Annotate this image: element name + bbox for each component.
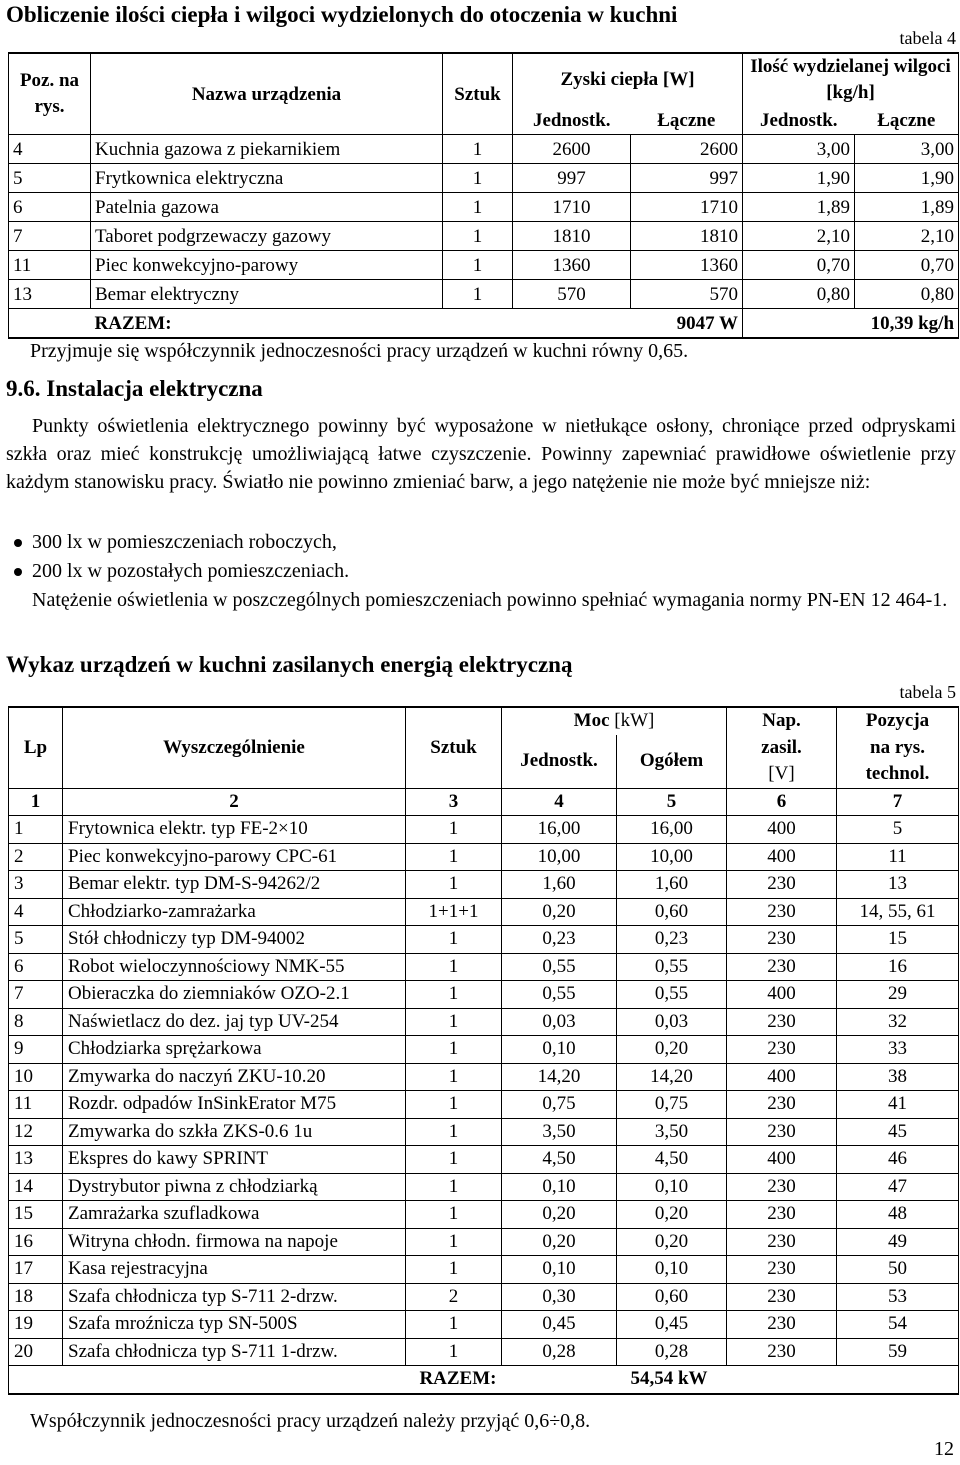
- cell-pos: 13: [837, 871, 959, 899]
- cell-lp: 13: [9, 1146, 63, 1174]
- cell-volt: 400: [727, 1146, 837, 1174]
- cell-hu: 1810: [513, 222, 631, 251]
- cell-name: Naświetlacz do dez. jaj typ UV-254: [63, 1008, 406, 1036]
- table5-label: tabela 5: [899, 682, 956, 702]
- header-power-unit: [kW]: [614, 710, 655, 732]
- cell-lp: 16: [9, 1228, 63, 1256]
- t4-total-moisture: 10,39 kg/h: [743, 309, 959, 339]
- cell-total: 0,55: [617, 953, 727, 981]
- t5-total-empty: [9, 1366, 63, 1394]
- cell-unit: 0,23: [502, 926, 617, 954]
- note-simultaneity-devices: Współczynnik jednoczesności pracy urządzeń należy przyjąć 0,6÷0,8.: [30, 1410, 591, 1432]
- cell-volt: 230: [727, 1091, 837, 1119]
- cell-unit: 0,55: [502, 953, 617, 981]
- cell-lp: 20: [9, 1338, 63, 1366]
- cell-total: 3,50: [617, 1118, 727, 1146]
- header-name: Nazwa urządzenia: [91, 53, 443, 135]
- cell-qty: 1: [406, 1091, 502, 1119]
- cell-name: Stół chłodniczy typ DM-94002: [63, 926, 406, 954]
- cell-qty: 1: [406, 1008, 502, 1036]
- header-spec: Wyszczególnienie: [63, 707, 406, 788]
- note-simultaneity-kitchen: Przyjmuje się współczynnik jednoczesności pracy urządzeń w kuchni równy 0,65.: [30, 340, 689, 362]
- cell-total: 0,10: [617, 1173, 727, 1201]
- cell-total: 0,20: [617, 1228, 727, 1256]
- cell-total: 0,45: [617, 1311, 727, 1339]
- cell-unit: 0,20: [502, 1228, 617, 1256]
- cell-total: 0,28: [617, 1338, 727, 1366]
- cell-qty: 2: [406, 1283, 502, 1311]
- cell-name: Zmywarka do naczyń ZKU-10.20: [63, 1063, 406, 1091]
- cell-name: Rozdr. odpadów InSinkErator M75: [63, 1091, 406, 1119]
- cell-qty: 1: [406, 1036, 502, 1064]
- cell-unit: 0,20: [502, 1201, 617, 1229]
- cell-unit: 0,10: [502, 1256, 617, 1284]
- cell-qty: 1: [406, 843, 502, 871]
- cell-name: Bemar elektr. typ DM-S-94262/2: [63, 871, 406, 899]
- cell-lp: 11: [9, 1091, 63, 1119]
- header-power-label: Moc: [573, 710, 610, 732]
- cell-ht: 997: [631, 164, 743, 193]
- table-row: [9, 1146, 959, 1174]
- t4-total-heat: 9047 W: [631, 309, 743, 339]
- cell-unit: 0,10: [502, 1036, 617, 1064]
- cell-name: Szafa chłodnicza typ S-711 2-drzw.: [63, 1283, 406, 1311]
- column-number: 5: [617, 788, 727, 816]
- cell-qty: 1: [406, 1228, 502, 1256]
- table-row: [9, 1311, 959, 1339]
- column-number: 2: [63, 788, 406, 816]
- cell-unit: 1,60: [502, 871, 617, 899]
- cell-lp: 15: [9, 1201, 63, 1229]
- header-position-b: na rys.: [837, 735, 959, 762]
- cell-qty: 1: [406, 1311, 502, 1339]
- cell-total: 0,60: [617, 1283, 727, 1311]
- header-unit: Jednostk.: [502, 735, 617, 789]
- cell-qty: 1: [406, 1146, 502, 1174]
- cell-name: Patelnia gazowa: [91, 193, 443, 222]
- cell-mu: 3,00: [743, 135, 855, 164]
- header-qty: Sztuk: [406, 707, 502, 788]
- section-title: 9.6. Instalacja elektryczna: [6, 376, 263, 401]
- header-position-a: Pozycja: [837, 707, 959, 735]
- table-row: [9, 1063, 959, 1091]
- header-moist-total: Łączne: [855, 106, 959, 135]
- cell-pos: 45: [837, 1118, 959, 1146]
- table-row: [9, 1201, 959, 1229]
- cell-mu: 2,10: [743, 222, 855, 251]
- cell-volt: 230: [727, 1008, 837, 1036]
- cell-ht: 1710: [631, 193, 743, 222]
- cell-volt: 400: [727, 816, 837, 844]
- header-voltage-c: [727, 761, 837, 788]
- header-heat: Zyski ciepła [W]: [513, 53, 743, 106]
- table-row: [9, 135, 959, 164]
- cell-poz: 4: [9, 135, 91, 164]
- header-qty: Sztuk: [443, 53, 513, 135]
- table-row: [9, 871, 959, 899]
- section-paragraph-2: [6, 586, 956, 614]
- cell-lp: 18: [9, 1283, 63, 1311]
- table-row: [9, 1008, 959, 1036]
- cell-pos: 48: [837, 1201, 959, 1229]
- cell-hu: 1710: [513, 193, 631, 222]
- cell-name: Piec konwekcyjno-parowy: [91, 251, 443, 280]
- cell-pos: 33: [837, 1036, 959, 1064]
- cell-unit: 0,03: [502, 1008, 617, 1036]
- cell-total: 0,75: [617, 1091, 727, 1119]
- cell-total: 0,03: [617, 1008, 727, 1036]
- cell-unit: 16,00: [502, 816, 617, 844]
- cell-qty: 1: [406, 981, 502, 1009]
- cell-mt: 2,10: [855, 222, 959, 251]
- cell-name: Bemar elektryczny: [91, 280, 443, 309]
- cell-total: 4,50: [617, 1146, 727, 1174]
- cell-total: 0,60: [617, 898, 727, 926]
- cell-qty: 1: [406, 1201, 502, 1229]
- cell-poz: 13: [9, 280, 91, 309]
- cell-qty: 1: [406, 1063, 502, 1091]
- cell-total: 1,60: [617, 871, 727, 899]
- cell-volt: 230: [727, 898, 837, 926]
- heat-moisture-table: [8, 52, 959, 339]
- paragraph-text: Punkty oświetlenia elektrycznego powinny być wyposażone w nietłukące osłony, chroniące przed odpryskami szkła oraz mieć konstrukcję umożliwiającą łatwe czyszczenie. Powinny zapewniać prawidłowe oświetlenie przy każdym stanowisku pracy. Światło nie powinno zmieniać barw, a jego natężenie nie może być mniejsze niż:: [6, 415, 956, 493]
- cell-mu: 1,89: [743, 193, 855, 222]
- electrical-devices-table: [8, 706, 959, 1395]
- cell-total: 10,00: [617, 843, 727, 871]
- cell-ht: 1360: [631, 251, 743, 280]
- cell-qty: 1: [406, 926, 502, 954]
- cell-qty: 1: [443, 193, 513, 222]
- cell-name: Kuchnia gazowa z piekarnikiem: [91, 135, 443, 164]
- table-row: [9, 843, 959, 871]
- cell-volt: 230: [727, 1173, 837, 1201]
- cell-total: 0,10: [617, 1256, 727, 1284]
- cell-pos: 59: [837, 1338, 959, 1366]
- cell-mt: 0,80: [855, 280, 959, 309]
- cell-unit: 0,10: [502, 1173, 617, 1201]
- header-lp: Lp: [9, 707, 63, 788]
- table-row: [9, 1036, 959, 1064]
- cell-unit: 3,50: [502, 1118, 617, 1146]
- column-number: 1: [9, 788, 63, 816]
- cell-qty: 1: [443, 251, 513, 280]
- cell-volt: 230: [727, 871, 837, 899]
- bullet-icon: [14, 539, 22, 547]
- cell-total: 0,23: [617, 926, 727, 954]
- cell-lp: 17: [9, 1256, 63, 1284]
- cell-name: Ekspres do kawy SPRINT: [63, 1146, 406, 1174]
- table-row: [9, 1228, 959, 1256]
- cell-lp: 10: [9, 1063, 63, 1091]
- cell-pos: 46: [837, 1146, 959, 1174]
- cell-lp: 6: [9, 953, 63, 981]
- table-row: [9, 251, 959, 280]
- section-paragraph-1: [6, 412, 956, 496]
- paragraph-text: Natężenie oświetlenia w poszczególnych pomieszczeniach powinno spełniać wymagania normy PN-EN 12 464-1.: [32, 589, 948, 611]
- t4-total-empty: [9, 309, 91, 339]
- cell-pos: 49: [837, 1228, 959, 1256]
- cell-qty: 1: [443, 164, 513, 193]
- cell-mt: 3,00: [855, 135, 959, 164]
- cell-mu: 1,90: [743, 164, 855, 193]
- cell-lp: 14: [9, 1173, 63, 1201]
- cell-pos: 41: [837, 1091, 959, 1119]
- cell-unit: 14,20: [502, 1063, 617, 1091]
- cell-name: Chłodziarko-zamrażarka: [63, 898, 406, 926]
- cell-name: Piec konwekcyjno-parowy CPC-61: [63, 843, 406, 871]
- bullet-text: 200 lx w pozostałych pomieszczeniach.: [32, 560, 350, 582]
- cell-mu: 0,70: [743, 251, 855, 280]
- cell-qty: 1+1+1: [406, 898, 502, 926]
- table-row: [9, 953, 959, 981]
- cell-name: Robot wieloczynnościowy NMK-55: [63, 953, 406, 981]
- cell-pos: 47: [837, 1173, 959, 1201]
- header-voltage-a: Nap.: [727, 707, 837, 735]
- cell-name: Szafa chłodnicza typ S-711 1-drzw.: [63, 1338, 406, 1366]
- header-heat-unit: Jednostk.: [513, 106, 631, 135]
- header-voltage-b: zasil.: [727, 735, 837, 762]
- cell-volt: 400: [727, 981, 837, 1009]
- cell-qty: 1: [406, 1338, 502, 1366]
- cell-qty: 1: [443, 222, 513, 251]
- heading-electrical-devices: Wykaz urządzeń w kuchni zasilanych energią elektryczną: [6, 652, 573, 677]
- cell-volt: 230: [727, 1283, 837, 1311]
- table-row: [9, 164, 959, 193]
- table-row: [9, 1091, 959, 1119]
- cell-name: Szafa mroźnicza typ SN-500S: [63, 1311, 406, 1339]
- cell-volt: 230: [727, 1311, 837, 1339]
- cell-lp: 2: [9, 843, 63, 871]
- cell-total: 0,20: [617, 1036, 727, 1064]
- table-row: [9, 222, 959, 251]
- cell-ht: 2600: [631, 135, 743, 164]
- cell-unit: 4,50: [502, 1146, 617, 1174]
- heading-heat-moisture: Obliczenie ilości ciepła i wilgoci wydzielonych do otoczenia w kuchni: [6, 2, 678, 27]
- cell-volt: 230: [727, 1036, 837, 1064]
- cell-mt: 1,90: [855, 164, 959, 193]
- cell-name: Witryna chłodn. firmowa na napoje: [63, 1228, 406, 1256]
- cell-name: Chłodziarka sprężarkowa: [63, 1036, 406, 1064]
- cell-volt: 230: [727, 1118, 837, 1146]
- cell-volt: 230: [727, 1201, 837, 1229]
- cell-qty: 1: [406, 816, 502, 844]
- header-moist-unit: Jednostk.: [743, 106, 855, 135]
- cell-qty: 1: [406, 1118, 502, 1146]
- cell-ht: 1810: [631, 222, 743, 251]
- cell-pos: 38: [837, 1063, 959, 1091]
- cell-qty: 1: [443, 280, 513, 309]
- cell-name: Dystrybutor piwna z chłodziarką: [63, 1173, 406, 1201]
- table-row: [9, 1118, 959, 1146]
- column-number: 4: [502, 788, 617, 816]
- table-row: [9, 1283, 959, 1311]
- cell-name: Frytkownica elektryczna: [91, 164, 443, 193]
- t5-total-value: 54,54 kW: [502, 1366, 837, 1394]
- cell-name: Frytownica elektr. typ FE-2×10: [63, 816, 406, 844]
- header-poz: Poz. na rys.: [9, 53, 91, 135]
- cell-lp: 8: [9, 1008, 63, 1036]
- cell-pos: 54: [837, 1311, 959, 1339]
- cell-poz: 6: [9, 193, 91, 222]
- column-number: 3: [406, 788, 502, 816]
- cell-qty: 1: [406, 871, 502, 899]
- cell-pos: 15: [837, 926, 959, 954]
- cell-qty: 1: [406, 1256, 502, 1284]
- cell-unit: 0,28: [502, 1338, 617, 1366]
- cell-volt: 230: [727, 1256, 837, 1284]
- cell-hu: 997: [513, 164, 631, 193]
- cell-unit: 0,45: [502, 1311, 617, 1339]
- t5-total-empty-2: [837, 1366, 959, 1394]
- cell-qty: 1: [406, 1173, 502, 1201]
- cell-volt: 400: [727, 843, 837, 871]
- header-moisture: Ilość wydzielanej wilgoci [kg/h]: [743, 53, 959, 106]
- cell-pos: 11: [837, 843, 959, 871]
- header-heat-total: Łączne: [631, 106, 743, 135]
- cell-mt: 1,89: [855, 193, 959, 222]
- header-power: [502, 707, 727, 735]
- list-item: [6, 528, 349, 557]
- cell-lp: 5: [9, 926, 63, 954]
- cell-poz: 5: [9, 164, 91, 193]
- cell-unit: 0,75: [502, 1091, 617, 1119]
- table-row: [9, 193, 959, 222]
- column-number: 7: [837, 788, 959, 816]
- cell-lp: 3: [9, 871, 63, 899]
- table-row: [9, 816, 959, 844]
- bullet-text: 300 lx w pomieszczeniach roboczych,: [32, 531, 337, 553]
- table-row: [9, 1173, 959, 1201]
- cell-pos: 14, 55, 61: [837, 898, 959, 926]
- header-position-c: technol.: [837, 761, 959, 788]
- cell-lp: 12: [9, 1118, 63, 1146]
- cell-unit: 0,20: [502, 898, 617, 926]
- illumination-list: [6, 528, 349, 586]
- cell-unit: 0,55: [502, 981, 617, 1009]
- table4-label: tabela 4: [899, 28, 956, 48]
- cell-name: Taboret podgrzewaczy gazowy: [91, 222, 443, 251]
- cell-lp: 4: [9, 898, 63, 926]
- cell-volt: 400: [727, 1063, 837, 1091]
- cell-pos: 5: [837, 816, 959, 844]
- table-row: [9, 1338, 959, 1366]
- cell-name: Obieraczka do ziemniaków OZO-2.1: [63, 981, 406, 1009]
- cell-qty: 1: [406, 953, 502, 981]
- column-number: 6: [727, 788, 837, 816]
- cell-name: Zamrażarka szufladkowa: [63, 1201, 406, 1229]
- cell-lp: 7: [9, 981, 63, 1009]
- header-total: Ogółem: [617, 735, 727, 789]
- cell-poz: 7: [9, 222, 91, 251]
- cell-volt: 230: [727, 1338, 837, 1366]
- t4-total-label: RAZEM:: [91, 309, 631, 339]
- cell-hu: 2600: [513, 135, 631, 164]
- cell-unit: 0,30: [502, 1283, 617, 1311]
- table-row: [9, 1256, 959, 1284]
- table-row: [9, 981, 959, 1009]
- list-item: [6, 557, 349, 586]
- cell-pos: 29: [837, 981, 959, 1009]
- cell-volt: 230: [727, 926, 837, 954]
- cell-hu: 1360: [513, 251, 631, 280]
- cell-lp: 9: [9, 1036, 63, 1064]
- cell-total: 0,20: [617, 1201, 727, 1229]
- cell-pos: 53: [837, 1283, 959, 1311]
- page-number: 12: [934, 1438, 954, 1460]
- cell-volt: 230: [727, 1228, 837, 1256]
- cell-pos: 50: [837, 1256, 959, 1284]
- cell-name: Kasa rejestracyjna: [63, 1256, 406, 1284]
- table-row: [9, 898, 959, 926]
- t5-total-label: RAZEM:: [63, 1366, 502, 1394]
- cell-pos: 32: [837, 1008, 959, 1036]
- cell-total: 0,55: [617, 981, 727, 1009]
- cell-unit: 10,00: [502, 843, 617, 871]
- cell-volt: 230: [727, 953, 837, 981]
- cell-qty: 1: [443, 135, 513, 164]
- cell-total: 14,20: [617, 1063, 727, 1091]
- cell-lp: 19: [9, 1311, 63, 1339]
- table-row: [9, 280, 959, 309]
- cell-mt: 0,70: [855, 251, 959, 280]
- cell-total: 16,00: [617, 816, 727, 844]
- cell-hu: 570: [513, 280, 631, 309]
- cell-pos: 16: [837, 953, 959, 981]
- cell-ht: 570: [631, 280, 743, 309]
- cell-lp: 1: [9, 816, 63, 844]
- cell-poz: 11: [9, 251, 91, 280]
- table-row: [9, 926, 959, 954]
- header-voltage-unit: [V]: [768, 763, 795, 785]
- cell-mu: 0,80: [743, 280, 855, 309]
- bullet-icon: [14, 568, 22, 576]
- cell-name: Zmywarka do szkła ZKS-0.6 1u: [63, 1118, 406, 1146]
